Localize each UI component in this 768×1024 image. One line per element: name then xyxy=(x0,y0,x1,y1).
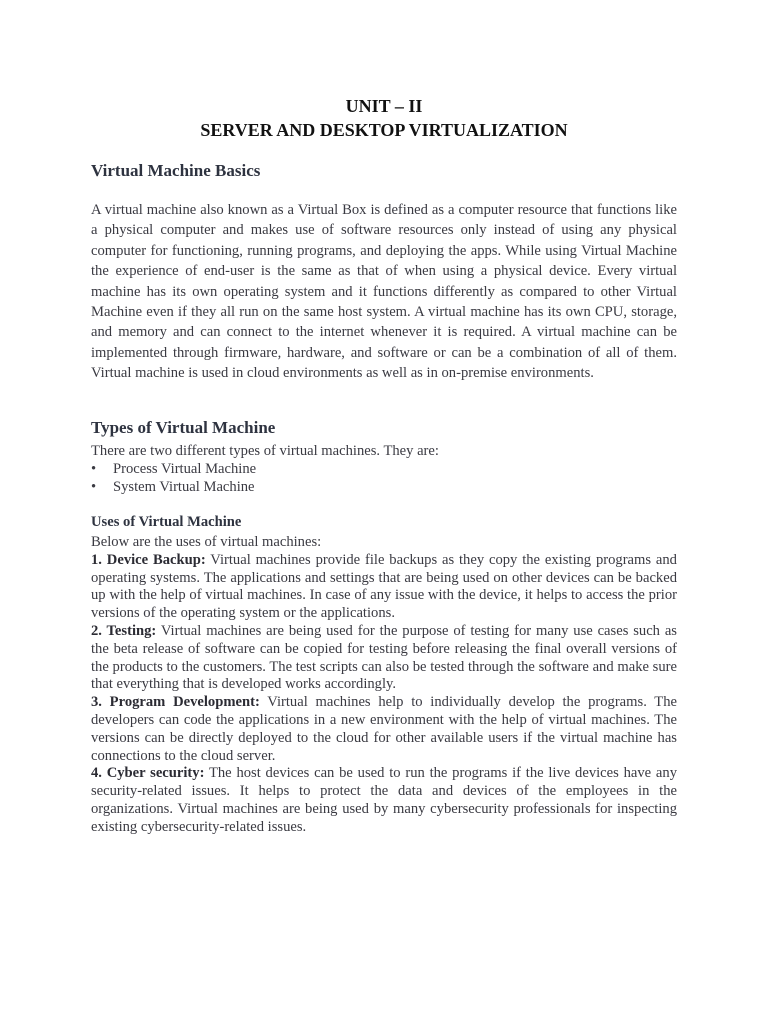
use-item-testing xyxy=(91,623,677,694)
use-item-device-backup xyxy=(91,552,677,623)
use-item-cyber-security xyxy=(91,765,677,836)
list-item xyxy=(91,460,256,478)
use-item-label: 1. Device Backup: xyxy=(91,551,206,568)
bullet-icon: • xyxy=(91,461,97,477)
use-item-text: Virtual machines help to individually develop the programs. The developers can code the applications in a new environment with the help of virtual machines. The versions can be directly deployed to the cloud for other available users if the virtual machine has connections to the cloud server. xyxy=(91,694,678,764)
use-item-label: 2. Testing: xyxy=(91,622,157,639)
use-item-label: 3. Program Development: xyxy=(91,694,260,711)
use-item-program-development xyxy=(91,694,677,765)
unit-title: SERVER AND DESKTOP VIRTUALIZATION xyxy=(200,120,568,140)
use-item-label: 4. Cyber security: xyxy=(91,765,205,782)
use-item-text: Virtual machines are being used for the purpose of testing for many use cases such as the beta release of software can be copied for testing before releasing the final overall versions of the products to the customers. The test scripts can also be tested through the software and make sure that everything that is developed works accordingly. xyxy=(91,622,677,693)
list-item-label: Process Virtual Machine xyxy=(113,461,257,477)
use-item-text: Virtual machines provide file backups as they copy the existing programs and operating systems. The applications and settings that are being used on other devices can be backed up with the help of virtual machines. In case of any issue with the device, it helps to access the prior versions of the operating system or the applications. xyxy=(91,551,677,622)
list-item-label: System Virtual Machine xyxy=(113,479,255,495)
section-heading-basics: Virtual Machine Basics xyxy=(91,161,261,180)
use-item-text: The host devices can be used to run the programs if the live devices have any security-related issues. It helps to protect the data and devices of the employees in the organizations. Virtual machines are being used by many cybersecurity professionals for inspecting existing cybersecurity-related issues. xyxy=(91,765,677,835)
section-heading-uses: Uses of Virtual Machine xyxy=(91,514,242,530)
document-title xyxy=(91,94,677,142)
types-list xyxy=(91,460,256,496)
unit-number: UNIT – II xyxy=(345,96,423,116)
types-intro: There are two different types of virtual machines. They are: xyxy=(91,443,439,459)
list-item xyxy=(91,478,256,496)
uses-intro: Below are the uses of virtual machines: xyxy=(91,534,322,550)
bullet-icon: • xyxy=(91,479,97,495)
basics-paragraph: A virtual machine also known as a Virtual Box is defined as a computer resource that functions like a physical computer and makes use of software resources only instead of using any physical computer for functioning, running programs, and deploying the apps. While using Virtual Machine the experience of end-user is the same as that of when using a physical device. Every virtual machine has its own operating system and it functions differently as compared to other Virtual Machine even if they all run on the same host system. A virtual machine has its own CPU, storage, and memory and can connect to the internet whenever it is required. A virtual machine can be implemented through firmware, hardware, and software or can be a combination of all of them. Virtual machine is used in cloud environments as well as in on-premise environments. xyxy=(91,202,677,382)
uses-section xyxy=(91,534,677,837)
section-heading-types: Types of Virtual Machine xyxy=(91,418,276,437)
